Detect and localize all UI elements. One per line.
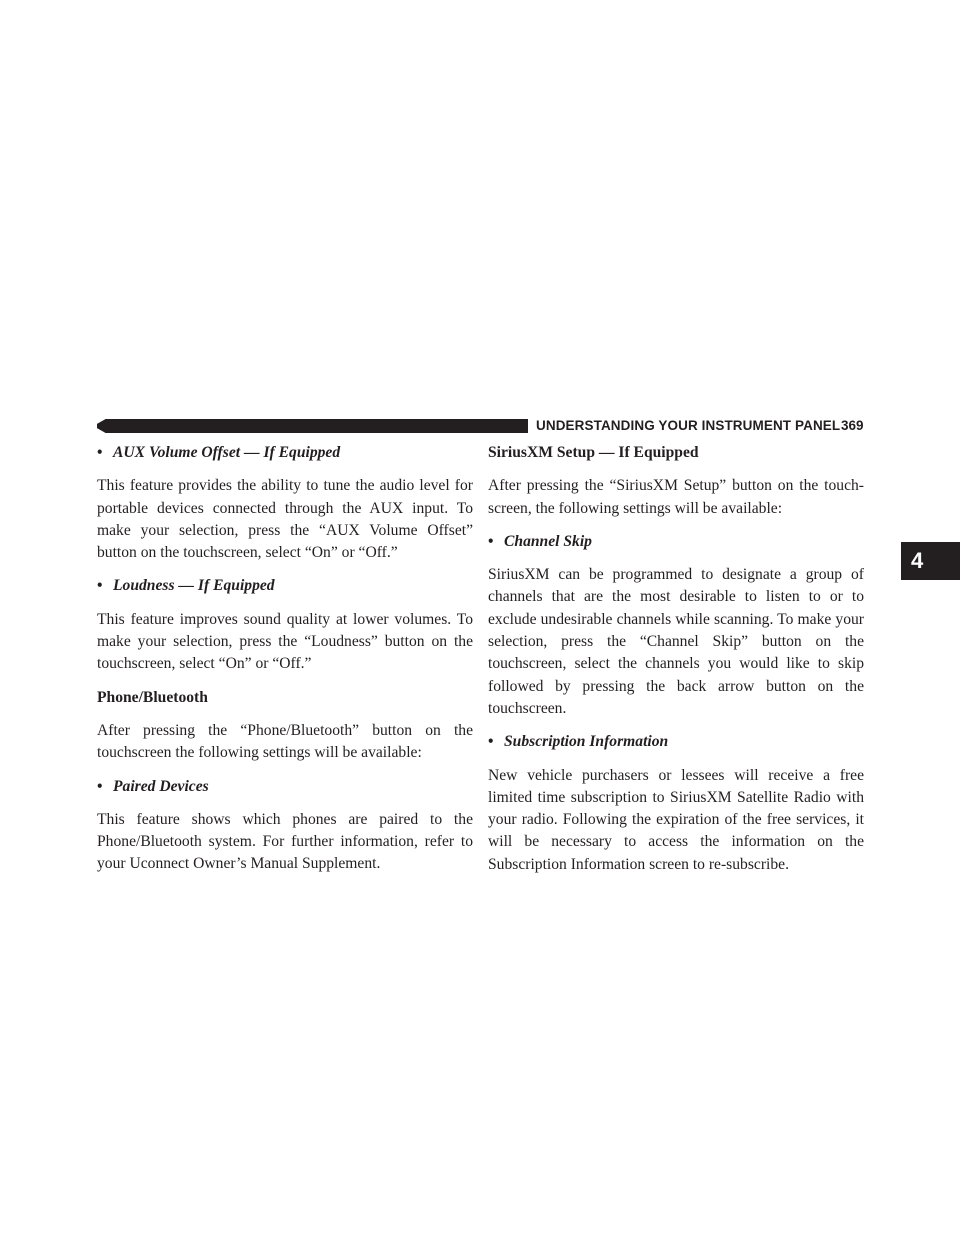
right-column — [488, 442, 864, 887]
bullet-paired-devices — [97, 776, 473, 798]
heading-phone-bluetooth: Phone/Bluetooth — [97, 688, 208, 706]
paragraph-loudness: This feature improves sound quality at lower volumes. To make your selection, press the “Loudness” button on the touchscreen, select “On” or “Off.” — [97, 610, 473, 673]
bullet-dot: • — [488, 733, 494, 751]
bullet-text: Loudness — If Equipped — [113, 577, 275, 595]
paragraph-phone-bluetooth: After pressing the “Phone/Bluetooth” button on the touchscreen the following settings will be available: — [97, 721, 473, 762]
running-header-title: UNDERSTANDING YOUR INSTRUMENT PANEL — [536, 418, 841, 433]
bullet-text: Channel Skip — [504, 532, 592, 550]
left-column — [97, 442, 473, 887]
bullet-loudness — [97, 575, 473, 597]
heading-siriusxm-setup: SiriusXM Setup — If Equipped — [488, 444, 699, 461]
bullet-subscription-information — [488, 731, 864, 753]
bullet-channel-skip — [488, 531, 864, 553]
bullet-text: AUX Volume Offset — If Equipped — [113, 444, 341, 461]
paragraph-channel-skip: SiriusXM can be programmed to designate a group of channels that are the most desirable to listen to or to exclude undesirable channels while scanning. To make your selection, press the “Channel Skip” button on the touchscreen, select the channels you would like to skip followed by pressing the back arrow button on the touchscreen. — [488, 566, 864, 717]
bullet-dot: • — [97, 444, 103, 461]
paragraph-paired-devices: This feature shows which phones are paired to the Phone/Bluetooth system. For further information, refer to your Uconnect Owner’s Manual Supplement. — [97, 810, 473, 873]
chapter-tab: 4 — [901, 542, 960, 580]
bullet-text: Paired Devices — [113, 777, 209, 795]
bullet-text: Subscription Information — [504, 733, 669, 751]
page-number: 369 — [841, 418, 864, 433]
paragraph-siriusxm-setup: After pressing the “SiriusXM Setup” button on the touch-screen, the following settings will be available: — [488, 477, 864, 517]
bullet-dot: • — [97, 777, 103, 795]
bullet-dot: • — [488, 532, 494, 550]
header-bar — [97, 419, 528, 433]
bullet-dot: • — [97, 577, 103, 595]
paragraph-aux-volume-offset: This feature provides the ability to tune the audio level for portable devices connected through the AUX input. To make your selection, press the “AUX Volume Offset” button on the touchscreen, select “On” or “Off.” — [97, 477, 473, 562]
paragraph-subscription-information: New vehicle purchasers or lessees will receive a free limited time subscription to SiriusXM Satellite Radio with your radio. Following the expiration of the free services, it will be necessary to access the information on the Subscription Information screen to re-subscribe. — [488, 766, 864, 873]
bullet-aux-volume-offset — [97, 442, 473, 464]
